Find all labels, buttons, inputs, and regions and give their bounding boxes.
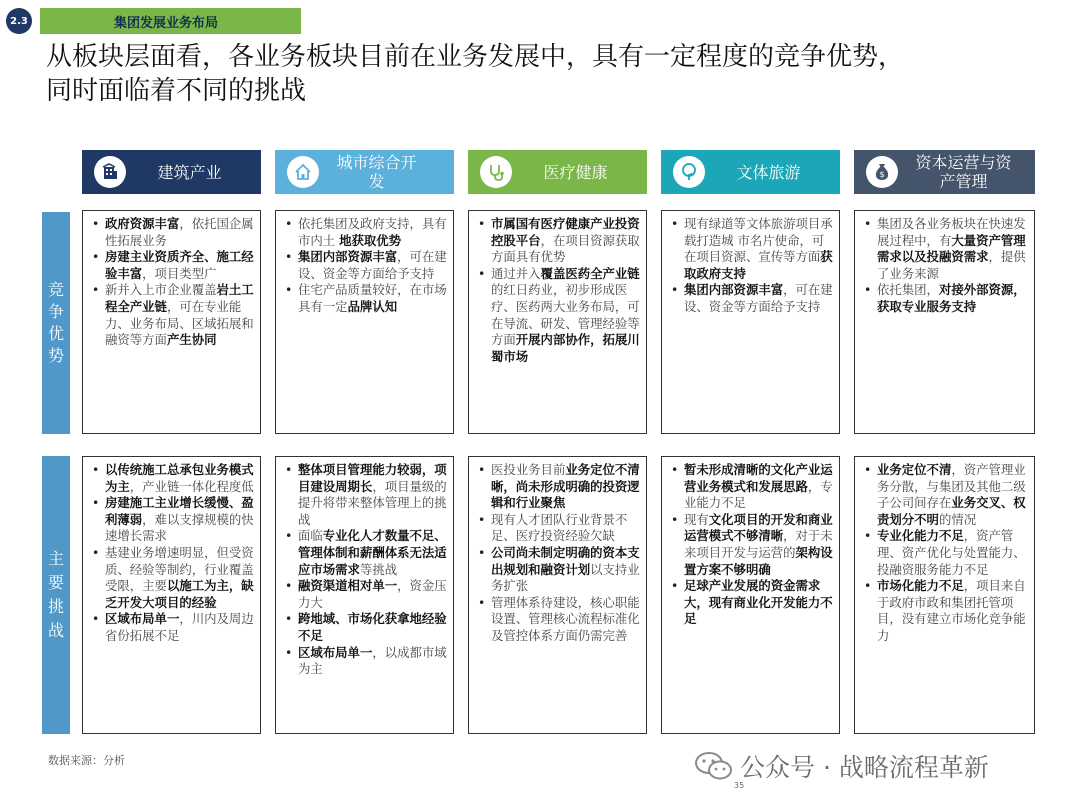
bullet-text: ，产业链一体化程度低 [129, 478, 254, 494]
bullet-text: ，可在专业能力、业务布局、区域拓展和融资等方面 [105, 298, 254, 348]
money-bag-icon [866, 156, 898, 188]
bullet-text-bold: 集团内部资源丰富 [684, 282, 784, 298]
bullet-item [668, 216, 833, 282]
bullet-text: 现有人才团队行业背景不足、医疗投资经验欠缺 [491, 511, 628, 544]
bullet-text: 管理体系待建设，核心职能设置、管理核心流程标准化及管控体系方面仍需完善 [491, 594, 640, 643]
cell-advantage-capital-asset [854, 210, 1035, 434]
bullet-text-bold: 文化项目的开发和商业运营模式不够清晰 [684, 511, 833, 544]
column-label: 城市综合开发 [336, 153, 417, 191]
bullet-item [282, 249, 447, 282]
column-label: 文体旅游 [736, 162, 801, 182]
building-icon [94, 156, 126, 188]
bullet-item [282, 282, 447, 315]
bullet-text-bold: 政府资源丰富 [105, 216, 180, 231]
bullet-text-bold: 融资渠道相对单一 [298, 578, 398, 594]
bullet-text: 医投业务目前 [491, 462, 566, 477]
bullet-item [668, 282, 833, 315]
bullet-list [282, 462, 447, 678]
bullet-text-bold: 以传统施工总承包业务模式为主 [105, 462, 254, 494]
bullet-item [89, 545, 254, 611]
bullet-item [89, 282, 254, 348]
bullet-text-bold: 业务交叉、权责划分不明 [877, 495, 1026, 527]
bullet-list [89, 216, 254, 349]
svg-text:$: $ [879, 170, 885, 179]
bullet-text-bold: 产生协同 [166, 332, 217, 348]
bullet-list [475, 462, 640, 645]
cell-advantage-healthcare [468, 210, 647, 434]
bullet-item [668, 512, 833, 578]
bullet-text-bold: 业务定位不清晰，尚未形成明确的投资逻辑和行业聚焦 [491, 462, 640, 511]
source-note: 数据来源：分析 [48, 754, 125, 767]
bullet-text-bold: 地获取优势 [339, 232, 402, 248]
bullet-text-bold: 房建主业资质齐全、施工经验丰富 [105, 249, 254, 281]
bullet-text: ，川内及周边省份拓展不足 [105, 611, 254, 643]
bullet-text-bold: 覆盖医药全产业链 [540, 265, 640, 281]
bullet-text-bold: 专业化人才数量不足、管理体制和薪酬体系无法适应市场需求 [298, 528, 447, 577]
bullet-item [861, 578, 1028, 644]
bullet-item [668, 462, 833, 512]
bullet-text-bold: 大量资产管理需求以及投融资需求 [877, 232, 1026, 265]
bullet-text: 通过并入 [491, 265, 541, 281]
bullet-item [861, 462, 1028, 528]
bullet-item [282, 645, 447, 678]
bullet-text-bold: 架构设置方案不够明确 [684, 544, 833, 577]
bullet-text-bold: 整体项目管理能力较弱，项目建设周期长 [298, 462, 447, 494]
wechat-icon [694, 750, 734, 782]
page-title [46, 40, 1046, 108]
bullet-item [475, 545, 640, 595]
bullet-text: 基建业务增速明显，但受资质、经验等制约，行业覆盖受限，主要 [105, 544, 254, 594]
page-number: 35 [734, 781, 745, 790]
section-label: 集团发展业务布局 [40, 8, 301, 34]
bullet-text-bold: 集团内部资源丰富 [298, 249, 398, 265]
bullet-text: 新并入上市企业覆盖 [105, 282, 217, 298]
bullet-text: 现有绿道等文体旅游项目承载打造城 市名片使命，可在项目资源、宣传等方面 [684, 216, 833, 265]
bullet-item [89, 495, 254, 545]
bullet-text-bold: 暂未形成清晰的文化产业运营业务模式和发展思路 [684, 462, 833, 494]
bullet-item [282, 216, 447, 249]
bullet-item [475, 595, 640, 645]
bullet-text-bold: 业务定位不清 [877, 462, 952, 477]
bullet-text: 住宅产品质量较好，在市场具有一定 [298, 282, 447, 314]
bullet-text: ，对于未来项目开发与运营的 [684, 528, 833, 560]
bullet-text-bold: 市场化能力不足 [877, 578, 964, 594]
bullet-text: ，提供了业务来源 [877, 249, 1026, 281]
section-number: 2.3 [6, 8, 32, 34]
tree-icon [673, 156, 705, 188]
bullet-item [282, 528, 447, 578]
bullet-text: 的情况 [938, 511, 977, 527]
bullet-text: ，以成都市域为主 [298, 644, 447, 677]
cell-advantage-culture-tourism [661, 210, 840, 434]
bullet-item [282, 611, 447, 644]
bullet-item [668, 578, 833, 628]
bullet-text-bold: 区域布局单一 [298, 644, 373, 660]
column-header-construction [82, 150, 261, 194]
row-label-text: 主要挑战 [47, 549, 64, 640]
page-title-line-2: 同时面临着不同的挑战 [46, 76, 307, 106]
bullet-text-bold: 岩土工程全产业链 [105, 282, 254, 314]
bullet-list [475, 216, 640, 365]
bullet-text: ，资产管理、资产优化与处置能力、投融资服务能力不足 [877, 528, 1026, 577]
bullet-list [668, 216, 833, 316]
section-tab [6, 8, 301, 34]
bullet-text-bold: 公司尚未制定明确的资本支出规划和融资计划 [491, 544, 640, 577]
bullet-text: ，项目来自于政府市政和集团托管项目，没有建立市场化竞争能力 [877, 578, 1026, 643]
column-header-culture-tourism [661, 150, 840, 194]
bullet-list [282, 216, 447, 316]
watermark [694, 748, 989, 784]
column-label: 医疗健康 [543, 162, 608, 182]
house-icon [287, 156, 319, 188]
cell-advantage-urban-development [275, 210, 454, 434]
bullet-text: ，在项目资源获取方面具有优势 [491, 232, 640, 265]
bullet-text: 的红日药业，初步形成医疗、医药两大业务布局，可在导流、研发、管理经验等方面 [491, 282, 640, 348]
row-label-text: 竞争优势 [47, 280, 64, 365]
bullet-text-bold: 品牌认知 [347, 298, 398, 314]
bullet-text-bold: 市属国有医疗健康产业投资控股平台 [491, 216, 640, 248]
cell-challenge-construction [82, 456, 261, 734]
bullet-item [475, 512, 640, 545]
bullet-text: ，依托国企属性拓展业务 [105, 216, 254, 248]
stethoscope-icon [480, 156, 512, 188]
bullet-text: 等挑战 [359, 561, 398, 577]
bullet-item [282, 462, 447, 528]
bullet-item [475, 266, 640, 366]
column-label: 建筑产业 [157, 162, 222, 182]
bullet-text-bold: 足球产业发展的资金需求大，现有商业化开发能力不足 [684, 578, 833, 627]
bullet-text: ，资产管理业务分散，与集团及其他二级子公司间存在 [877, 462, 1026, 511]
bullet-item [89, 249, 254, 282]
column-header-healthcare [468, 150, 647, 194]
bullet-text-bold: 区域布局单一 [105, 611, 180, 627]
cell-advantage-construction [82, 210, 261, 434]
cell-challenge-culture-tourism [661, 456, 840, 734]
bullet-text: 以支持业务扩张 [491, 561, 640, 594]
cell-challenge-healthcare [468, 456, 647, 734]
bullet-text: 依托集团， [877, 282, 939, 298]
bullet-text: ，资金压力大 [298, 578, 447, 610]
page-title-line-1: 从板块层面看，各业务板块目前在业务发展中，具有一定程度的竞争优势， [46, 42, 905, 72]
bullet-text: ，专业能力不足 [684, 478, 833, 511]
bullet-text-bold: 专业化能力不足 [877, 528, 964, 544]
bullet-list [668, 462, 833, 628]
bullet-item [282, 578, 447, 611]
bullet-text: ，可在建设、资金等方面给予支持 [684, 282, 833, 314]
bullet-list [89, 462, 254, 645]
bullet-text: 依托集团及政府支持，具有市内土 [298, 216, 447, 248]
bullet-text-bold: 房建施工主业增长缓慢、盈利薄弱 [105, 495, 254, 527]
bullet-text: ，可在建设、资金等方面给予支持 [298, 249, 447, 281]
bullet-text: 集团及各业务板块在快速发展过程中，有 [877, 216, 1026, 248]
bullet-item [475, 462, 640, 512]
bullet-text: ，项目量级的提升将带来整体管理上的挑战 [298, 478, 447, 527]
bullet-list [861, 462, 1028, 645]
column-header-urban-development [275, 150, 454, 194]
row-label-challenge [42, 456, 70, 734]
bullet-item [89, 216, 254, 249]
bullet-item [861, 282, 1028, 315]
column-header-capital-asset [854, 150, 1035, 194]
row-label-advantage [42, 212, 70, 434]
bullet-list [861, 216, 1028, 316]
bullet-text: 面临 [298, 528, 323, 544]
bullet-item [861, 528, 1028, 578]
bullet-text-bold: 以施工为主，缺乏开发大项目的经验 [105, 578, 254, 610]
bullet-text-bold: 跨地域、市场化获拿地经验不足 [298, 611, 447, 643]
cell-challenge-urban-development [275, 456, 454, 734]
bullet-text: ，难以支撑规模的快速增长需求 [105, 511, 254, 544]
watermark-text: 公众号 · 战略流程革新 [740, 753, 989, 782]
column-label: 资本运营与资产管理 [915, 153, 1012, 191]
bullet-item [89, 462, 254, 495]
bullet-item [861, 216, 1028, 282]
bullet-item [89, 611, 254, 644]
bullet-item [475, 216, 640, 266]
bullet-text-bold: 获取政府支持 [684, 249, 833, 281]
cell-challenge-capital-asset [854, 456, 1035, 734]
bullet-text: 现有 [684, 511, 709, 527]
bullet-text-bold: 开展内部协作，拓展川蜀市场 [491, 332, 640, 364]
bullet-text: ，项目类型广 [142, 265, 217, 281]
bullet-text-bold: 对接外部资源，获取专业服务支持 [877, 282, 1026, 314]
